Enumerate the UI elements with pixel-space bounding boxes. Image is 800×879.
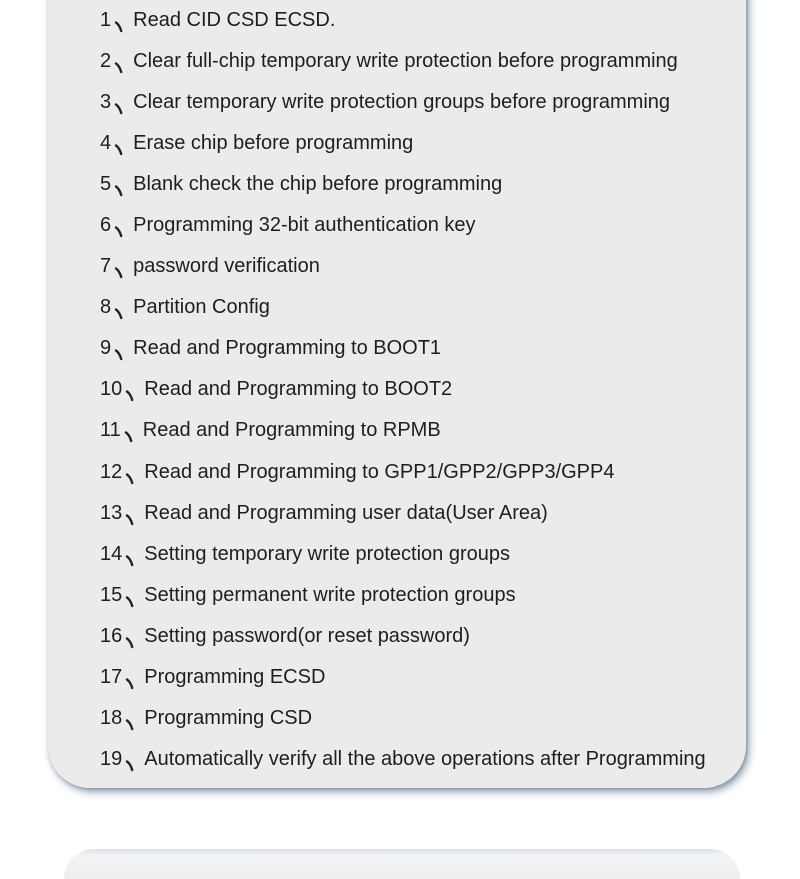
list-item xyxy=(100,739,718,780)
item-text: Blank check the chip before programming xyxy=(133,173,503,196)
ideographic-comma-icon xyxy=(113,304,126,318)
item-text: Programming ECSD xyxy=(144,665,326,688)
ideographic-comma-icon xyxy=(113,58,126,72)
item-number: 1 xyxy=(100,9,112,32)
ideographic-comma-icon xyxy=(113,99,126,113)
list-item xyxy=(100,0,718,41)
ideographic-comma-icon xyxy=(124,674,137,688)
ideographic-comma-icon xyxy=(124,510,137,524)
list-item xyxy=(100,246,718,287)
item-number: 13 xyxy=(100,501,123,524)
list-item xyxy=(100,328,718,369)
item-number: 3 xyxy=(100,91,112,114)
ideographic-comma-icon xyxy=(113,140,126,154)
ideographic-comma-icon xyxy=(124,756,137,770)
feature-list-card xyxy=(48,0,746,788)
item-text: Setting permanent write protection groups xyxy=(144,583,516,606)
feature-list xyxy=(48,0,746,780)
item-text: Read and Programming to RPMB xyxy=(142,419,441,442)
item-text: Programming 32-bit authentication key xyxy=(133,214,476,237)
item-text: Setting password(or reset password) xyxy=(144,624,470,647)
item-number: 18 xyxy=(100,706,123,729)
list-item xyxy=(100,82,718,123)
item-number: 11 xyxy=(100,419,121,442)
ideographic-comma-icon xyxy=(124,386,137,400)
ideographic-comma-icon xyxy=(113,263,126,277)
ideographic-comma-icon xyxy=(124,551,137,565)
list-item xyxy=(100,410,718,451)
item-text: Read and Programming to GPP1/GPP2/GPP3/GPP4 xyxy=(144,460,615,483)
item-number: 19 xyxy=(100,747,123,770)
ideographic-comma-icon xyxy=(124,592,137,606)
list-item xyxy=(100,698,718,739)
item-text: Clear full-chip temporary write protection before programming xyxy=(133,50,678,73)
item-number: 17 xyxy=(100,665,123,688)
item-text: Read CID CSD ECSD. xyxy=(133,9,336,32)
list-item xyxy=(100,616,718,657)
list-item xyxy=(100,452,718,493)
item-number: 15 xyxy=(100,583,123,606)
item-number: 10 xyxy=(100,378,123,401)
list-item xyxy=(100,657,718,698)
ideographic-comma-icon xyxy=(124,715,137,729)
item-number: 9 xyxy=(100,337,112,360)
item-number: 2 xyxy=(100,50,112,73)
list-item xyxy=(100,369,718,410)
ideographic-comma-icon xyxy=(113,181,126,195)
item-text: Partition Config xyxy=(133,296,270,319)
list-item xyxy=(100,205,718,246)
item-text: password verification xyxy=(133,255,320,278)
item-number: 12 xyxy=(100,460,123,483)
list-item xyxy=(100,493,718,534)
ideographic-comma-icon xyxy=(113,222,126,236)
item-text: Setting temporary write protection groups xyxy=(144,542,510,565)
item-number: 16 xyxy=(100,624,123,647)
item-text: Clear temporary write protection groups before programming xyxy=(133,91,671,114)
item-text: Erase chip before programming xyxy=(133,132,414,155)
list-item xyxy=(100,575,718,616)
list-item xyxy=(100,41,718,82)
item-text: Read and Programming to BOOT2 xyxy=(144,378,453,401)
list-item xyxy=(100,123,718,164)
next-card-top-edge xyxy=(64,849,740,879)
item-number: 7 xyxy=(100,255,112,278)
list-item xyxy=(100,534,718,575)
ideographic-comma-icon xyxy=(124,469,137,483)
item-text: Programming CSD xyxy=(144,706,313,729)
ideographic-comma-icon xyxy=(124,633,137,647)
list-item xyxy=(100,287,718,328)
ideographic-comma-icon xyxy=(123,427,136,441)
ideographic-comma-icon xyxy=(113,17,126,31)
item-number: 5 xyxy=(100,173,112,196)
item-number: 6 xyxy=(100,214,112,237)
item-text: Automatically verify all the above operations after Programming xyxy=(144,747,706,770)
item-text: Read and Programming user data(User Area) xyxy=(144,501,548,524)
list-item xyxy=(100,164,718,205)
ideographic-comma-icon xyxy=(113,345,126,359)
item-number: 14 xyxy=(100,542,123,565)
item-text: Read and Programming to BOOT1 xyxy=(133,337,442,360)
item-number: 4 xyxy=(100,132,112,155)
item-number: 8 xyxy=(100,296,112,319)
